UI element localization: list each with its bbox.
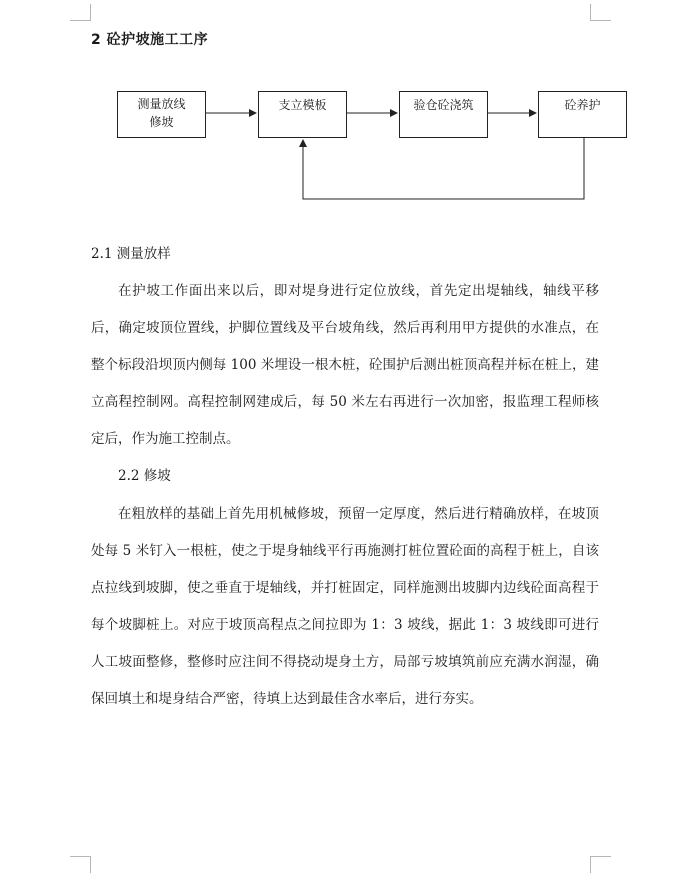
subsection-heading: 2.1 测量放样 — [91, 246, 171, 262]
page-corner-mark — [590, 856, 611, 873]
flow-step-label: 测量放线 — [137, 97, 186, 111]
flow-step-label: 验仓砼浇筑 — [413, 98, 474, 112]
flow-step-label: 砼养护 — [564, 98, 601, 112]
section-title: 2 砼护坡施工工序 — [91, 32, 209, 48]
flow-step-label: 修坡 — [149, 115, 174, 129]
flow-step-formwork — [258, 91, 347, 138]
flow-step-pouring — [399, 91, 488, 138]
flow-loop-arrow — [303, 138, 584, 199]
subsection-heading: 2.2 修坡 — [118, 468, 171, 484]
paragraph: 在粗放样的基础上首先用机械修坡，预留一定厚度，然后进行精确放样，在坡顶处每 5 米钉入一根桩，使之于堤身轴线平行再施测打桩位置砼面的高程于桩上，自该点拉线到坡脚，使之垂直于堤轴线，并打桩固定，同样施测出坡脚内边线砼面高程于每个坡脚桩上。对应于坡顶高程点之间拉即为 1：3 坡线，据此 1：3 坡线即可进行人工坡面整修，整修时应注间不得挠动堤身土方，局部亏坡填筑前应充满水润湿，确保回填土和堤身结合严密，待填上达到最佳含水率后，进行夯实。 — [91, 506, 599, 707]
page-corner-mark — [70, 856, 91, 873]
flow-step-survey — [117, 91, 206, 138]
flow-step-curing — [538, 91, 627, 138]
paragraph: 在护坡工作面出来以后，即对堤身进行定位放线，首先定出堤轴线，轴线平移后，确定坡顶位置线，护脚位置线及平台坡角线，然后再利用甲方提供的水准点，在整个标段沿坝顶内侧每 100 米埋设一根木桩，砼围护后测出桩顶高程并标在桩上，建立高程控制网。高程控制网建成后，每 50 米左右再进行一次加密，报监理工程师核定后，作为施工控制点。 — [91, 283, 599, 447]
flow-step-label: 支立模板 — [278, 98, 327, 112]
